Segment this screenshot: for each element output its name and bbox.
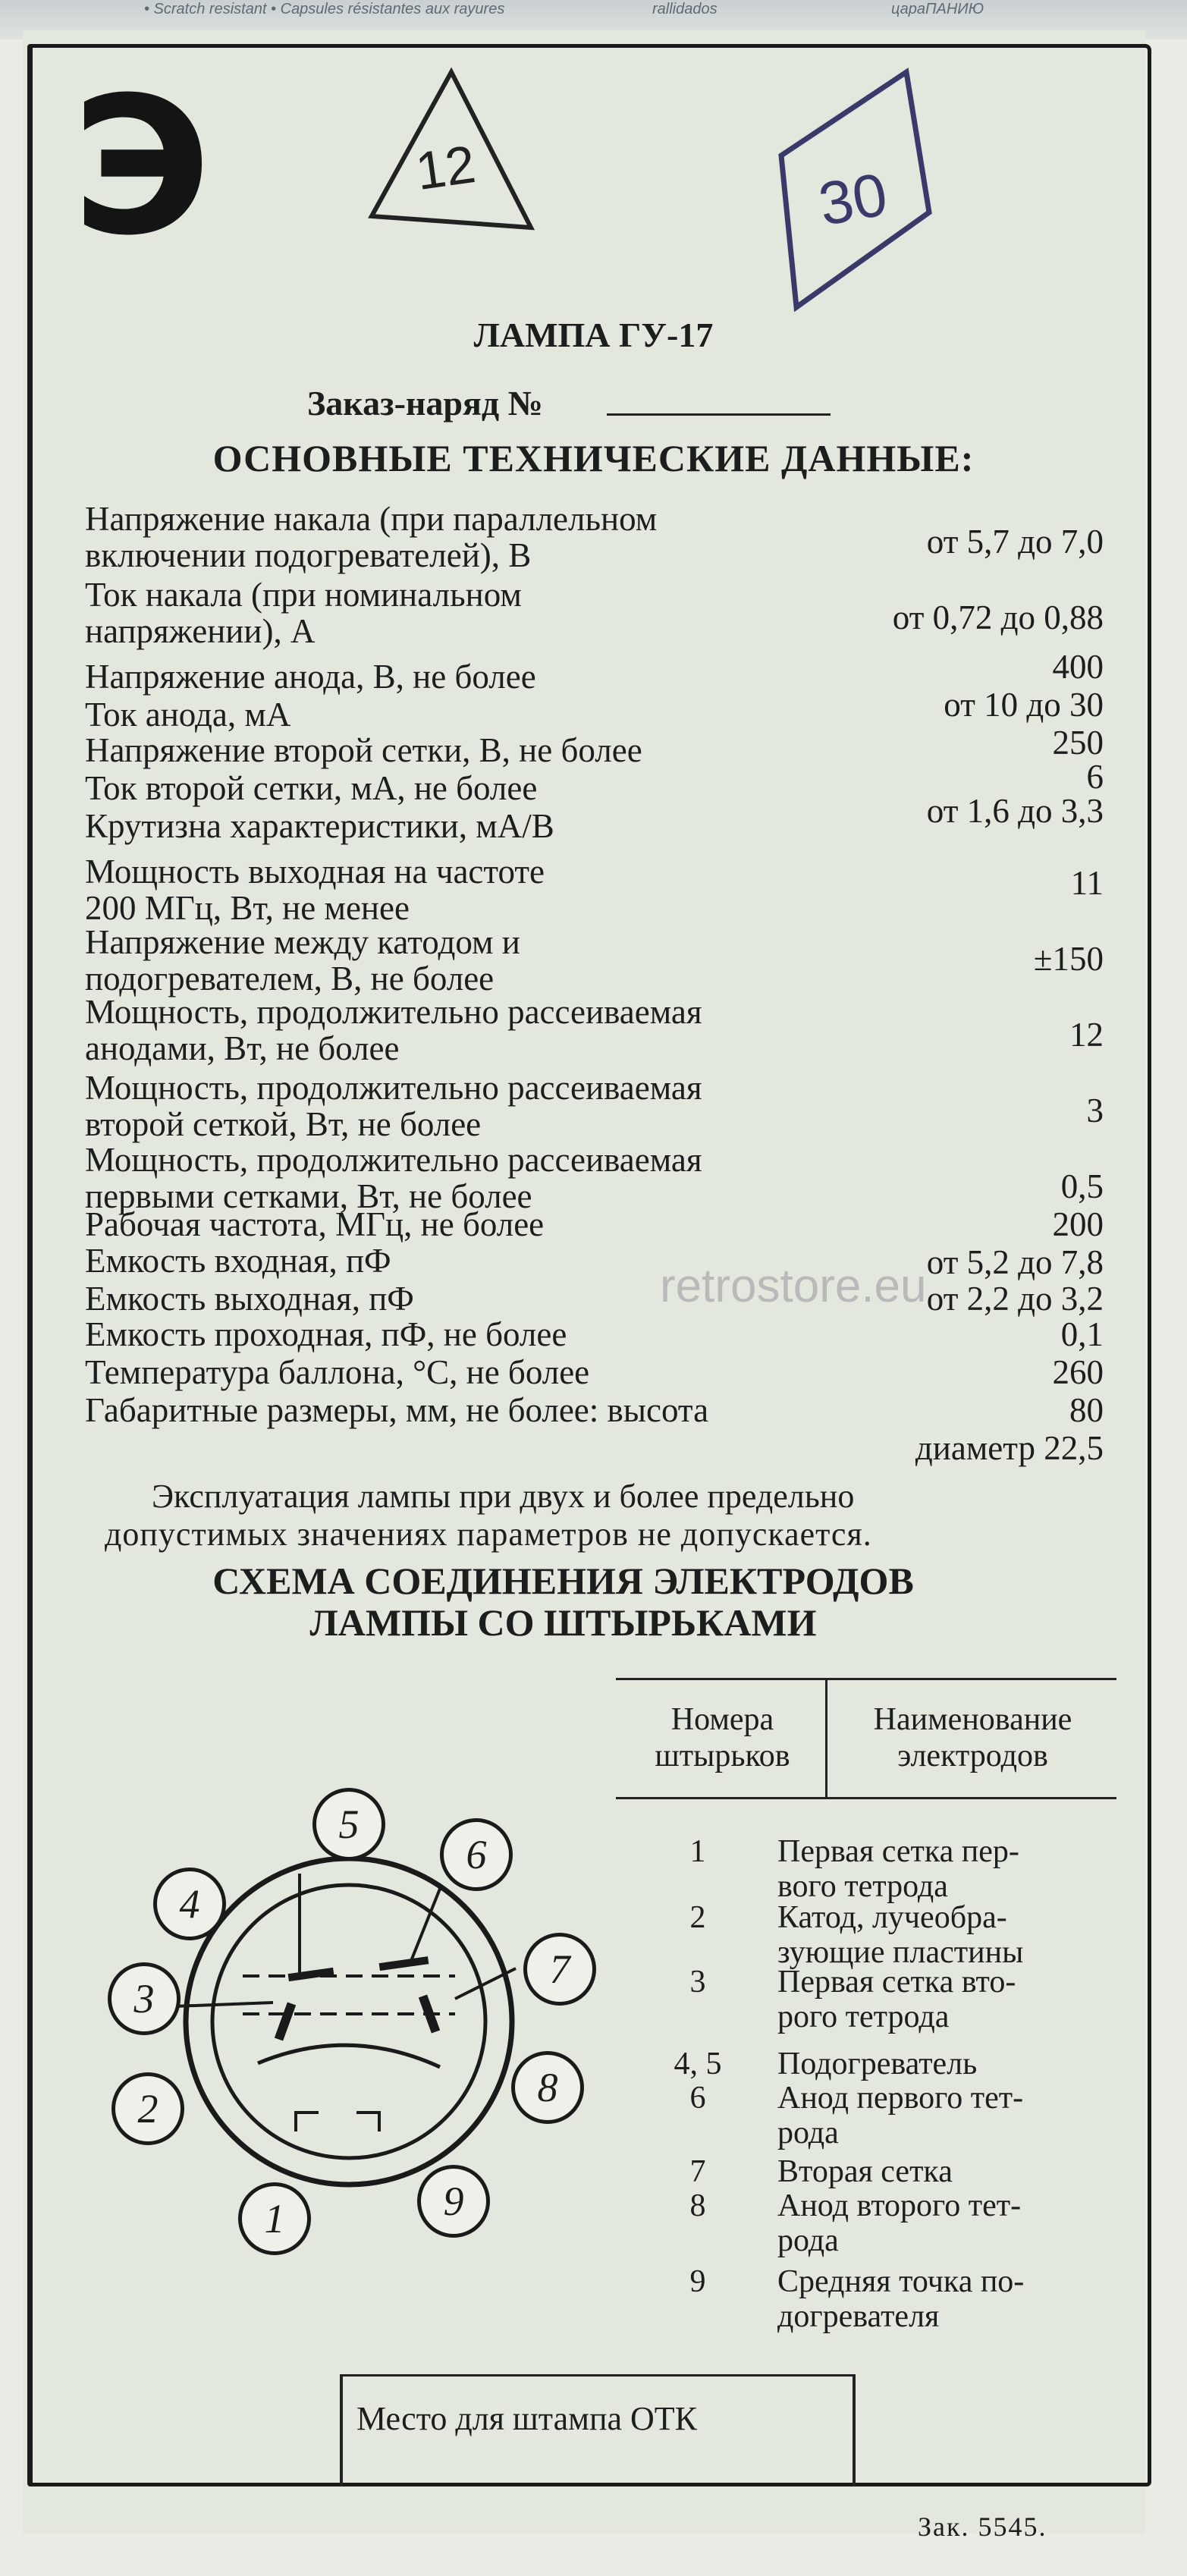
pin-number-cell: 4, 5: [674, 2047, 722, 2081]
diagram-pin-9: 9: [417, 2165, 490, 2238]
spec-value: 3: [1086, 1092, 1104, 1129]
electrode-name-line: рода: [777, 2223, 839, 2258]
pin-number-cell: 9: [689, 2264, 706, 2299]
spec-label-line: анодами, Вт, не более: [85, 1029, 400, 1067]
electrode-name-line: рого тетрода: [777, 2000, 950, 2034]
electrode-name-line: догревателя: [777, 2299, 940, 2334]
table-top-rule: [616, 1678, 1116, 1680]
spec-label-line: Емкость выходная, пФ: [85, 1280, 414, 1318]
pin-number-cell: 1: [689, 1834, 706, 1869]
strip-text-left: • Scratch resistant • Capsules résistantes aux rayures: [144, 1, 505, 17]
spec-label-line: второй сеткой, Вт, не более: [85, 1105, 482, 1143]
spec-label-line: напряжении), А: [85, 612, 316, 650]
spec-label-line: Напряжение второй сетки, В, не более: [85, 731, 642, 769]
electrode-name-line: зующие пластины: [777, 1935, 1024, 1970]
spec-value: от 0,72 до 0,88: [892, 598, 1104, 636]
spec-value: 0,5: [1060, 1167, 1104, 1205]
spec-label-line: Мощность, продолжительно рассеиваемая: [85, 1069, 702, 1107]
spec-label-line: Емкость входная, пФ: [85, 1242, 391, 1280]
spec-value: 0,1: [1060, 1315, 1104, 1353]
spec-label-line: Ток анода, мА: [85, 696, 291, 734]
pin-number-cell: 7: [689, 2154, 706, 2189]
electrode-name-line: рода: [777, 2116, 839, 2150]
scheme-title-line-2: ЛАМПЫ СО ШТЫРЬКАМИ: [309, 1601, 817, 1644]
spec-value: 260: [1052, 1353, 1104, 1391]
spec-value: от 1,6 до 3,3: [926, 792, 1104, 830]
lamp-title: ЛАМПА ГУ-17: [473, 316, 714, 354]
spec-label-line: Температура баллона, °С, не более: [85, 1353, 590, 1391]
table-header-pins: Номера штырьков: [655, 1702, 790, 1773]
diamond-stamp-number: 30: [814, 159, 893, 239]
spec-value: 11: [1070, 864, 1104, 902]
strip-text-right: цараПАНИЮ: [891, 1, 984, 17]
warning-line-1: Эксплуатация лампы при двух и более предельно: [152, 1478, 855, 1515]
triangle-stamp-number: 12: [412, 134, 479, 202]
spec-value: от 2,2 до 3,2: [926, 1280, 1104, 1318]
electrode-name-line: Вторая сетка: [777, 2154, 953, 2189]
table-header-electrodes: Наименование электродов: [873, 1702, 1072, 1773]
spec-label-line: Ток накала (при номинальном: [85, 576, 522, 614]
diagram-pin-7: 7: [523, 1933, 596, 2006]
spec-label-line: Мощность, продолжительно рассеиваемая: [85, 993, 702, 1031]
spec-label-line: Напряжение анода, В, не более: [85, 658, 536, 696]
table-column-divider: [825, 1679, 827, 1797]
pin-number-cell: 2: [689, 1900, 706, 1935]
spec-value: 250: [1052, 724, 1104, 762]
electrode-name-line: Анод второго тет-: [777, 2188, 1022, 2223]
spec-value: от 10 до 30: [944, 686, 1104, 724]
spec-label-line: Емкость проходная, пФ, не более: [85, 1315, 567, 1353]
electrode-name-line: Подогреватель: [777, 2047, 978, 2081]
diagram-pin-3: 3: [108, 1962, 181, 2035]
spec-label-line: первыми сетками, Вт, не более: [85, 1177, 532, 1215]
electrode-name-line: вого тетрода: [777, 1869, 948, 1904]
spec-label-line: Напряжение между катодом и: [85, 923, 520, 961]
strip-text-mid: rallidados: [652, 1, 718, 17]
order-number-line: [607, 413, 831, 416]
diagram-pin-4: 4: [153, 1868, 226, 1940]
pin-number-cell: 8: [689, 2188, 706, 2223]
table-header-rule: [616, 1797, 1116, 1799]
electrode-name-line: Средняя точка по-: [777, 2264, 1025, 2299]
otk-stamp-label: Место для штампа ОТК: [356, 2400, 698, 2437]
electrode-name-line: Первая сетка вто-: [777, 1965, 1016, 2000]
pin-number-cell: 3: [689, 1965, 706, 2000]
spec-label-line: Мощность выходная на частоте: [85, 853, 545, 891]
diagram-pin-6: 6: [440, 1818, 513, 1891]
electrode-name-line: Катод, лучеобра-: [777, 1900, 1007, 1935]
spec-value: 200: [1052, 1205, 1104, 1243]
scheme-title-line-1: СХЕМА СОЕДИНЕНИЯ ЭЛЕКТРОДОВ: [212, 1560, 914, 1602]
footer-order-number: Зак. 5545.: [918, 2512, 1047, 2542]
spec-label-line: Ток второй сетки, мА, не более: [85, 769, 538, 807]
spec-value: ±150: [1033, 940, 1104, 978]
spec-label-line: подогревателем, В, не более: [85, 960, 495, 997]
diamond-stamp: [766, 64, 940, 315]
diagram-pin-1: 1: [238, 2182, 311, 2255]
quality-logo: Э: [72, 56, 212, 277]
spec-label-line: Напряжение накала (при параллельном: [85, 500, 658, 538]
spec-value: от 5,7 до 7,0: [926, 523, 1104, 561]
diagram-pin-2: 2: [111, 2072, 184, 2145]
spec-label-line: Мощность, продолжительно рассеиваемая: [85, 1141, 702, 1179]
spec-value: диаметр 22,5: [915, 1429, 1104, 1467]
spec-value: 6: [1086, 758, 1104, 796]
diagram-pin-8: 8: [511, 2051, 584, 2124]
spec-label-line: включении подогревателей), В: [85, 536, 532, 574]
electrode-name-line: Анод первого тет-: [777, 2081, 1024, 2116]
spec-value: от 5,2 до 7,8: [926, 1243, 1104, 1281]
triangle-stamp: [364, 64, 539, 239]
warning-line-2: допустимых значениях параметров не допускается.: [105, 1516, 872, 1553]
order-label: Заказ-наряд №: [307, 384, 543, 423]
spec-label-line: Крутизна характеристики, мА/В: [85, 807, 554, 845]
spec-value: 12: [1069, 1016, 1104, 1054]
section-title: ОСНОВНЫЕ ТЕХНИЧЕСКИЕ ДАННЫЕ:: [212, 437, 975, 479]
spec-label-line: Рабочая частота, МГц, не более: [85, 1205, 545, 1243]
watermark: retrostore.eu: [660, 1260, 927, 1312]
spec-label-line: Габаритные размеры, мм, не более: высота: [85, 1391, 709, 1429]
spec-label-line: 200 МГц, Вт, не менее: [85, 889, 410, 927]
spec-value: 80: [1069, 1391, 1104, 1429]
spec-value: 400: [1052, 648, 1104, 686]
electrode-name-line: Первая сетка пер-: [777, 1834, 1019, 1869]
diagram-pin-5: 5: [312, 1788, 385, 1861]
pin-number-cell: 6: [689, 2081, 706, 2116]
